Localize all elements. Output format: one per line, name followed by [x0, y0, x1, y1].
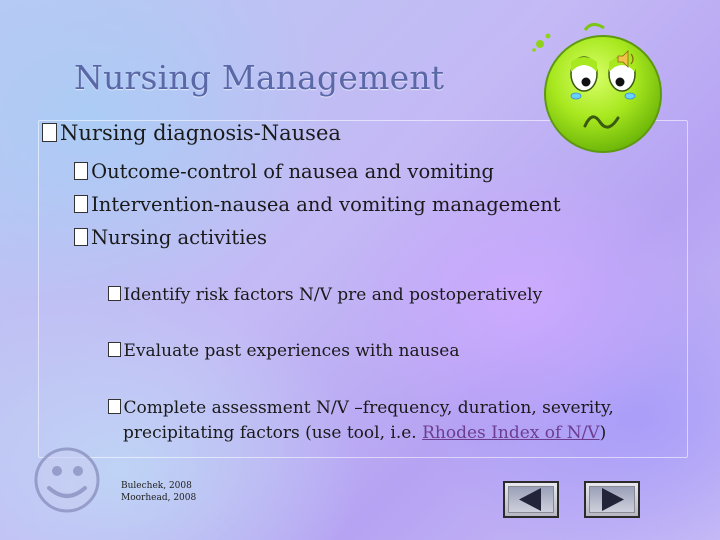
level3-text: Identify risk factors N/V pre and postoperatively — [123, 285, 543, 305]
rhodes-index-link[interactable]: Rhodes Index of N/V — [422, 423, 600, 443]
level1-text: Nursing diagnosis-Nausea — [60, 121, 341, 145]
bullet-icon — [74, 195, 88, 212]
level2-text: Outcome-control of nausea and vomiting — [91, 160, 495, 183]
level2-text: Nursing activities — [91, 226, 267, 249]
level3-item — [108, 285, 542, 305]
level3-text: Complete assessment N/V –frequency, duration, severity, — [123, 398, 614, 418]
bullet-icon — [108, 286, 121, 301]
sick-face-icon — [530, 22, 666, 162]
level3-continuation-text: precipitating factors (use tool, i.e. — [123, 423, 423, 443]
level3-item — [108, 341, 459, 361]
level2-item — [74, 160, 494, 183]
closing-paren: ) — [599, 423, 607, 443]
bullet-icon — [108, 342, 121, 357]
bullet-icon — [74, 162, 88, 179]
next-slide-button[interactable] — [584, 481, 640, 518]
bullet-icon — [42, 123, 57, 141]
previous-slide-icon — [505, 483, 557, 516]
citation: Moorhead, 2008 — [121, 493, 197, 503]
level3-item — [108, 398, 614, 418]
bullet-icon — [74, 228, 88, 245]
level2-item — [74, 226, 267, 249]
previous-slide-button[interactable] — [503, 481, 559, 518]
citation: Bulechek, 2008 — [121, 481, 192, 491]
slide-title: Nursing Management — [74, 58, 445, 97]
level2-item — [74, 193, 561, 216]
next-slide-icon — [586, 483, 638, 516]
level3-text: Evaluate past experiences with nausea — [123, 341, 460, 361]
level1-bullet — [42, 121, 341, 145]
smiley-face-icon — [33, 446, 101, 514]
bullet-icon — [108, 399, 121, 414]
level2-text: Intervention-nausea and vomiting management — [91, 193, 561, 216]
level3-continuation — [123, 423, 606, 443]
citations — [121, 480, 196, 504]
